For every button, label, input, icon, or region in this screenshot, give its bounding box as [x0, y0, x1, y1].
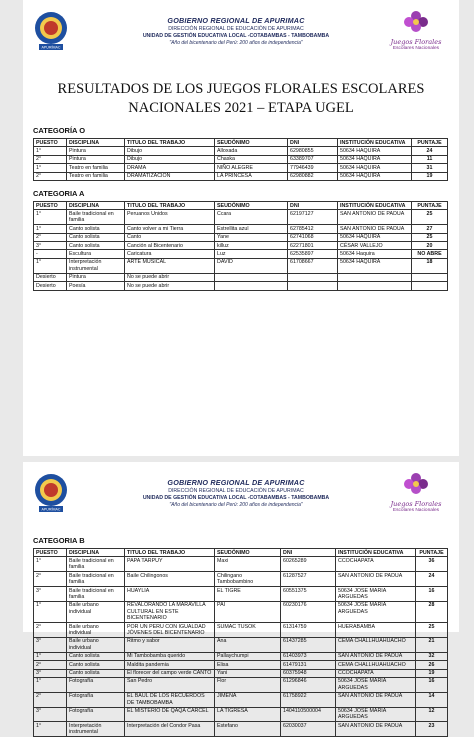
table-row — [34, 258, 448, 273]
cell-disciplina: Fotografía — [67, 677, 125, 692]
cell-disciplina: Baile tradicional en familia — [67, 210, 125, 225]
category-b-heading: CATEGORIA B — [33, 536, 85, 545]
category-b-table — [33, 548, 448, 737]
cell-puntaje: 16 — [416, 677, 448, 692]
cell-seudonimo: Chilingano Tambobambino — [215, 572, 281, 587]
cell-titulo: REVALORANDO LA MARAVILLA CULTURAL EN ESTE BICENTENARIO — [125, 601, 215, 622]
cell-institucion: 50634 HAQUIRA — [338, 164, 412, 172]
cell-dni: 61314759 — [281, 623, 336, 638]
column-header-puntaje: PUNTAJE — [412, 202, 448, 210]
cell-seudonimo: SUMAC TUSOK — [215, 623, 281, 638]
cell-puntaje — [412, 282, 448, 290]
cell-institucion: 50634 JOSE MARIA ARGUEDAS — [336, 587, 416, 602]
cell-seudonimo: Yane — [215, 233, 288, 241]
cell-seudonimo: Ccara — [215, 210, 288, 225]
cell-puntaje: 26 — [416, 661, 448, 669]
cell-puesto: 3° — [34, 669, 67, 677]
cell-seudonimo: PAI — [215, 601, 281, 622]
cell-disciplina: Baile urbano individual — [67, 637, 125, 652]
cell-puntaje: 24 — [412, 147, 448, 155]
cell-dni: 62741068 — [288, 233, 338, 241]
cell-puntaje: 28 — [416, 601, 448, 622]
cell-titulo: San Pedro — [125, 677, 215, 692]
cell-dni: 62980882 — [288, 172, 338, 180]
cell-dni: 61296846 — [281, 677, 336, 692]
cell-seudonimo: JIMENA — [215, 692, 281, 707]
brand-name: Juegos Florales — [390, 38, 442, 46]
brand-sub-2: Escolares Nacionales — [392, 508, 440, 513]
cell-puesto: 1° — [34, 164, 67, 172]
cell-puntaje: 16 — [416, 587, 448, 602]
cell-titulo: Dibujo — [125, 155, 215, 163]
column-header-titulo: TITULO DEL TRABAJO — [125, 139, 215, 147]
cell-institucion — [338, 273, 412, 281]
cell-seudonimo — [215, 273, 288, 281]
cell-disciplina: Canto solista — [67, 233, 125, 241]
cell-seudonimo: LA PRINCESA — [215, 172, 288, 180]
cell-disciplina: Teatro en familia — [67, 172, 125, 180]
cell-puntaje: 21 — [416, 637, 448, 652]
table-row — [34, 273, 448, 281]
table-row — [34, 155, 448, 163]
cell-seudonimo: Chaska — [215, 155, 288, 163]
org-name: GOBIERNO REGIONAL DE APURIMAC — [167, 16, 305, 25]
cell-puntaje: 31 — [412, 164, 448, 172]
cell-titulo: No se puede abrir — [125, 273, 215, 281]
cell-puntaje: 25 — [416, 623, 448, 638]
cell-puesto: 3° — [34, 707, 67, 722]
cell-institucion: 50634 HAQUIRA — [338, 155, 412, 163]
column-header-seudonimo: SEUDÓNIMO — [215, 202, 288, 210]
table-row — [34, 722, 448, 737]
column-header-puesto: PUESTO — [34, 549, 67, 557]
cell-puesto: 2° — [34, 572, 67, 587]
cell-puntaje: NO ABRE — [412, 250, 448, 258]
cell-puntaje: 32 — [416, 652, 448, 660]
table-header-row — [34, 139, 448, 147]
cell-institucion: SAN ANTONIO DE PADUA — [336, 692, 416, 707]
flower-icon — [401, 472, 431, 496]
cell-dni: 62030037 — [281, 722, 336, 737]
cell-puesto: 2° — [34, 661, 67, 669]
table-row — [34, 587, 448, 602]
cell-disciplina: Baile tradicional en familia — [67, 572, 125, 587]
cell-disciplina: Canto solista — [67, 242, 125, 250]
unit-name-2: UNIDAD DE GESTIÓN EDUCATIVA LOCAL -COTABAMBAS - TAMBOBAMBA — [142, 495, 330, 501]
cell-puesto: 2° — [34, 692, 67, 707]
cell-dni: 60265289 — [281, 557, 336, 572]
cell-institucion: 50634 HAQUIRA — [338, 172, 412, 180]
cell-puntaje: 27 — [412, 225, 448, 233]
cell-puesto: Desierto — [34, 282, 67, 290]
cell-puntaje: 18 — [412, 258, 448, 273]
year-motto: "Año del bicentenario del Perú: 200 años de independencia" — [169, 40, 303, 46]
cell-disciplina: Canto solista — [67, 661, 125, 669]
cell-seudonimo: Ana — [215, 637, 281, 652]
cell-titulo: El florecer del campo verde CANTO — [125, 669, 215, 677]
cell-disciplina: Pintura — [67, 273, 125, 281]
cell-puntaje: 25 — [412, 210, 448, 225]
table-row — [34, 652, 448, 660]
cell-titulo: Interpretación del Condor Pasa — [125, 722, 215, 737]
cell-disciplina: Baile urbano individual — [67, 601, 125, 622]
svg-text:APURÍMAC: APURÍMAC — [41, 45, 61, 50]
column-header-dni: DNI — [281, 549, 336, 557]
cell-puesto: 3° — [34, 242, 67, 250]
cell-disciplina: Fotografía — [67, 707, 125, 722]
column-header-disciplina: DISCIPLINA — [67, 139, 125, 147]
cell-institucion: 50634 JOSE MARIA ARGUEDAS — [336, 677, 416, 692]
table-row — [34, 282, 448, 290]
cell-disciplina: Pintura — [67, 147, 125, 155]
title-line-1: RESULTADOS DE LOS JUEGOS FLORALES ESCOLARES — [57, 81, 425, 97]
regional-shield-logo-2 — [33, 470, 69, 516]
category-o-table — [33, 138, 448, 181]
column-header-seudonimo: SEUDÓNIMO — [215, 139, 288, 147]
juegos-florales-logo-2 — [385, 472, 447, 518]
cell-disciplina: Canto solista — [67, 225, 125, 233]
cell-institucion: CEMA CHALLHUAHUACHO — [336, 661, 416, 669]
cell-institucion: 50634 JOSE MARIA ARGUEDAS — [336, 707, 416, 722]
cell-titulo: PAPA TARPUY — [125, 557, 215, 572]
cell-disciplina: Pintura — [67, 155, 125, 163]
column-header-dni: DNI — [288, 139, 338, 147]
table-row — [34, 233, 448, 241]
cell-disciplina: Canto solista — [67, 652, 125, 660]
table-row — [34, 164, 448, 172]
category-a-heading: CATEGORIA A — [33, 189, 85, 199]
cell-puesto: 2° — [34, 172, 67, 180]
table-row — [34, 707, 448, 722]
column-header-puntaje: PUNTAJE — [412, 139, 448, 147]
cell-titulo: Dibujo — [125, 147, 215, 155]
cell-disciplina: Baile urbano individual — [67, 623, 125, 638]
column-header-institucion: INSTITUCIÓN EDUCATIVA — [338, 202, 412, 210]
cell-titulo: POR UN PERU CON IGUALDAD JÓVENES DEL BICENTENARIO — [125, 623, 215, 638]
cell-dni — [288, 282, 338, 290]
cell-dni: 60230176 — [281, 601, 336, 622]
cell-dni: 62980855 — [288, 147, 338, 155]
table-row — [34, 225, 448, 233]
cell-dni: 60375948 — [281, 669, 336, 677]
cell-puntaje: 19 — [412, 172, 448, 180]
cell-puesto: 1° — [34, 210, 67, 225]
cell-institucion: SAN ANTONIO DE PADUA — [338, 225, 412, 233]
cell-disciplina: Fotografía — [67, 692, 125, 707]
cell-puntaje: 36 — [416, 557, 448, 572]
column-header-institucion: INSTITUCIÓN EDUCATIVA — [336, 549, 416, 557]
cell-disciplina: Poesía — [67, 282, 125, 290]
cell-seudonimo: Alloxada — [215, 147, 288, 155]
cell-institucion: 50634 HAQUIRA — [338, 233, 412, 241]
cell-institucion: SAN ANTONIO DE PADUA — [336, 722, 416, 737]
brand-name-2: Juegos Florales — [390, 500, 442, 508]
cell-puesto: 3° — [34, 587, 67, 602]
table-row — [34, 637, 448, 652]
table-row — [34, 601, 448, 622]
cell-seudonimo: Flor — [215, 677, 281, 692]
cell-seudonimo: LA TIGRESA — [215, 707, 281, 722]
cell-disciplina: Canto solista — [67, 669, 125, 677]
cell-disciplina: Baile tradicional en familia — [67, 557, 125, 572]
table-row — [34, 572, 448, 587]
cell-titulo: Canto volver a mi Tierra — [125, 225, 215, 233]
cell-puesto: 2° — [34, 623, 67, 638]
cell-institucion: SAN ANTONIO DE PADUA — [336, 572, 416, 587]
cell-titulo: Baile Chilingonos — [125, 572, 215, 587]
cell-seudonimo: EL TIGRE — [215, 587, 281, 602]
table-row — [34, 557, 448, 572]
table-row — [34, 669, 448, 677]
cell-dni: 62197127 — [288, 210, 338, 225]
cell-disciplina: Escultura — [67, 250, 125, 258]
cell-titulo: Ritmo y sabor — [125, 637, 215, 652]
column-header-puesto: PUESTO — [34, 202, 67, 210]
letterhead-text — [93, 16, 379, 46]
cell-seudonimo: Estrellita azul — [215, 225, 288, 233]
cell-puesto: 1° — [34, 722, 67, 737]
cell-titulo: No se puede abrir — [125, 282, 215, 290]
cell-dni: 61403973 — [281, 652, 336, 660]
cell-institucion: 50634 Haquira — [338, 250, 412, 258]
document-title — [23, 80, 459, 118]
column-header-disciplina: DISCIPLINA — [67, 549, 125, 557]
cell-seudonimo: Yani — [215, 669, 281, 677]
cell-puesto: 1° — [34, 557, 67, 572]
cell-institucion: CCOCHAPATA — [336, 557, 416, 572]
cell-dni: 61437285 — [281, 637, 336, 652]
column-header-puesto: PUESTO — [34, 139, 67, 147]
cell-disciplina: Baile tradicional en familia — [67, 587, 125, 602]
cell-dni: 62785412 — [288, 225, 338, 233]
cell-puesto: 2° — [34, 155, 67, 163]
cell-institucion: CEMA CHALLHUAHUACHO — [336, 637, 416, 652]
cell-puntaje: 14 — [416, 692, 448, 707]
cell-dni: 61287527 — [281, 572, 336, 587]
cell-puesto: 1° — [34, 652, 67, 660]
cell-puntaje: 23 — [416, 722, 448, 737]
category-a-table — [33, 201, 448, 290]
cell-seudonimo: Luz — [215, 250, 288, 258]
table-row — [34, 172, 448, 180]
table-row — [34, 677, 448, 692]
cell-titulo: DRAMATIZACION — [125, 172, 215, 180]
cell-puesto: 1° — [34, 225, 67, 233]
cell-titulo: EL BAÚL DE LOS RECUERDOS DE TAMBOBAMBA — [125, 692, 215, 707]
cell-dni: 1404110500004 — [281, 707, 336, 722]
cell-institucion: 50634 HAQUIRA — [338, 147, 412, 155]
table-header-row — [34, 549, 448, 557]
cell-puesto: - — [34, 250, 67, 258]
cell-puntaje: 20 — [412, 242, 448, 250]
cell-disciplina: Teatro en familia — [67, 164, 125, 172]
cell-puesto: 1° — [34, 677, 67, 692]
column-header-disciplina: DISCIPLINA — [67, 202, 125, 210]
cell-puntaje: 24 — [416, 572, 448, 587]
cell-dni: 61708667 — [288, 258, 338, 273]
cell-seudonimo: NIÑO ALEGRE — [215, 164, 288, 172]
cell-institucion: 50634 HAQUIRA — [338, 258, 412, 273]
column-header-puntaje: PUNTAJE — [416, 549, 448, 557]
table-row — [34, 250, 448, 258]
svg-text:APURÍMAC: APURÍMAC — [41, 507, 61, 512]
cell-institucion: SAN ANTONIO DE PADUA — [338, 210, 412, 225]
column-header-titulo: TITULO DEL TRABAJO — [125, 549, 215, 557]
cell-disciplina: Interpretación instrumental — [67, 722, 125, 737]
cell-puntaje: 11 — [412, 155, 448, 163]
cell-dni: 61758922 — [281, 692, 336, 707]
cell-puntaje: 19 — [416, 669, 448, 677]
cell-dni: 77946439 — [288, 164, 338, 172]
cell-titulo: HUAYLIA — [125, 587, 215, 602]
brand-sub: Escolares Nacionales — [392, 46, 440, 51]
cell-institucion: HUERABAMBA — [336, 623, 416, 638]
cell-seudonimo: Estefano — [215, 722, 281, 737]
cell-titulo: Peruanos Unidos — [125, 210, 215, 225]
table-row — [34, 623, 448, 638]
cell-titulo: Canción al Bicentenario — [125, 242, 215, 250]
cell-dni: 62535897 — [288, 250, 338, 258]
cell-puesto: Desierto — [34, 273, 67, 281]
table-row — [34, 210, 448, 225]
document-page-1 — [23, 0, 459, 456]
letterhead-2 — [23, 462, 459, 528]
juegos-florales-logo — [385, 10, 447, 56]
unit-name: UNIDAD DE GESTIÓN EDUCATIVA LOCAL -COTABAMBAS - TAMBOBAMBA — [142, 33, 330, 39]
cell-seudonimo: Pallaychumpi — [215, 652, 281, 660]
cell-puesto: 1° — [34, 601, 67, 622]
cell-puntaje: 25 — [412, 233, 448, 241]
document-page-2 — [23, 462, 459, 736]
category-o-heading: CATEGORÍA O — [33, 126, 86, 135]
table-row — [34, 692, 448, 707]
cell-titulo: Mi Tambobamba querido — [125, 652, 215, 660]
cell-institucion: SAN ANTONIO DE PADUA — [336, 652, 416, 660]
org-name-2: GOBIERNO REGIONAL DE APURIMAC — [167, 478, 305, 487]
cell-seudonimo: DAVID — [215, 258, 288, 273]
cell-institucion: 50634 JOSE MARIA ARGUEDAS — [336, 601, 416, 622]
cell-dni: 61479131 — [281, 661, 336, 669]
cell-puesto: 2° — [34, 233, 67, 241]
table-row — [34, 661, 448, 669]
cell-dni — [288, 273, 338, 281]
cell-titulo: EL MISTERIO DE QAQA CARCEL — [125, 707, 215, 722]
regional-shield-logo — [33, 8, 69, 54]
cell-dni: 60551375 — [281, 587, 336, 602]
direction-name: DIRECCIÓN REGIONAL DE EDUCACIÓN DE APURIMAC — [168, 26, 304, 32]
cell-puntaje — [412, 273, 448, 281]
cell-disciplina: Interpretación instrumental — [67, 258, 125, 273]
cell-titulo: DRAMA — [125, 164, 215, 172]
cell-titulo: ARTE MUSICAL — [125, 258, 215, 273]
cell-seudonimo: Elisa — [215, 661, 281, 669]
cell-seudonimo — [215, 282, 288, 290]
cell-seudonimo: killuz — [215, 242, 288, 250]
flower-icon — [401, 10, 431, 34]
cell-puesto: 3° — [34, 637, 67, 652]
cell-puntaje: 12 — [416, 707, 448, 722]
column-header-institucion: INSTITUCIÓN EDUCATIVA — [338, 139, 412, 147]
letterhead — [23, 0, 459, 66]
table-row — [34, 147, 448, 155]
cell-titulo: Caricatura — [125, 250, 215, 258]
cell-institucion: CÉSAR VALLEJO — [338, 242, 412, 250]
column-header-seudonimo: SEUDÓNIMO — [215, 549, 281, 557]
cell-titulo: Maldita pandemia — [125, 661, 215, 669]
cell-titulo: Canto — [125, 233, 215, 241]
cell-puesto: 1° — [34, 258, 67, 273]
direction-name-2: DIRECCIÓN REGIONAL DE EDUCACIÓN DE APURIMAC — [168, 488, 304, 494]
table-header-row — [34, 202, 448, 210]
letterhead-text-2 — [93, 478, 379, 508]
table-row — [34, 242, 448, 250]
cell-seudonimo: Maxi — [215, 557, 281, 572]
year-motto-2: "Año del bicentenario del Perú: 200 años de independencia" — [169, 502, 303, 508]
cell-dni: 63389707 — [288, 155, 338, 163]
cell-puesto: 1° — [34, 147, 67, 155]
cell-institucion — [338, 282, 412, 290]
column-header-titulo: TITULO DEL TRABAJO — [125, 202, 215, 210]
cell-dni: 62271801 — [288, 242, 338, 250]
cell-institucion: CCOCHAPATA — [336, 669, 416, 677]
column-header-dni: DNI — [288, 202, 338, 210]
title-line-2: NACIONALES 2021 – ETAPA UGEL — [128, 100, 354, 116]
